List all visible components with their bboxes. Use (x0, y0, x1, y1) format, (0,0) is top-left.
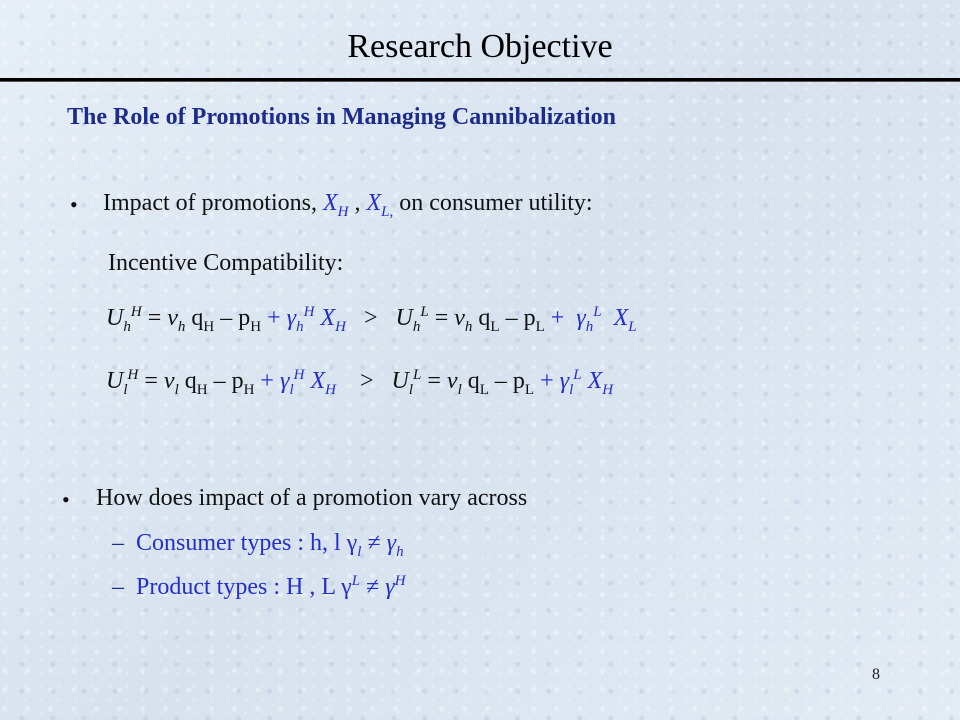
bullet-marker: • (70, 192, 78, 217)
subbullet-product-types: – Product types : H , L $\gamma^L \ne \gamma^H$ (112, 573, 406, 600)
slide-subtitle: The Role of Promotions in Managing Cannibalization (67, 104, 616, 130)
title-divider (0, 78, 960, 82)
subbullet-consumer-types: – Consumer types : h, l $\gamma_l \ne \gamma_h$ (112, 530, 404, 560)
x-h-symbol: $X_H$ (322, 190, 349, 220)
bullet-impact-of-promotions: Impact of promotions, $X_H$ , $X_{L,}$ on consumer utility: (103, 190, 593, 220)
bullet-text-after: on consumer utility: (393, 190, 593, 216)
page-number: 8 (872, 666, 880, 683)
incentive-compatibility-label: Incentive Compatibility: (108, 250, 344, 276)
bullet-text-before: Impact of promotions, (103, 190, 323, 216)
slide-title: Research Objective (347, 28, 613, 65)
bullet-marker: • (62, 487, 70, 512)
x-l-symbol: $X_{L,}$ (366, 190, 394, 220)
equation-low-type: $U_l^H = v_l$ $q_H - p_H + \gamma_l^H$ $X_H$ > $U_l^L = v_l$ $q_L - p_L + \gamma_l^L$ $X_H$ (106, 367, 614, 398)
bullet-promotion-variation: How does impact of a promotion vary across (96, 485, 528, 511)
equation-high-type: $U_h^H = v_h$ $q_H - p_H + \gamma_h^H$ $X_H > U_h^L = v_h$ $q_L - p_L + \gamma_h^L$ $X_L$ (106, 304, 637, 335)
